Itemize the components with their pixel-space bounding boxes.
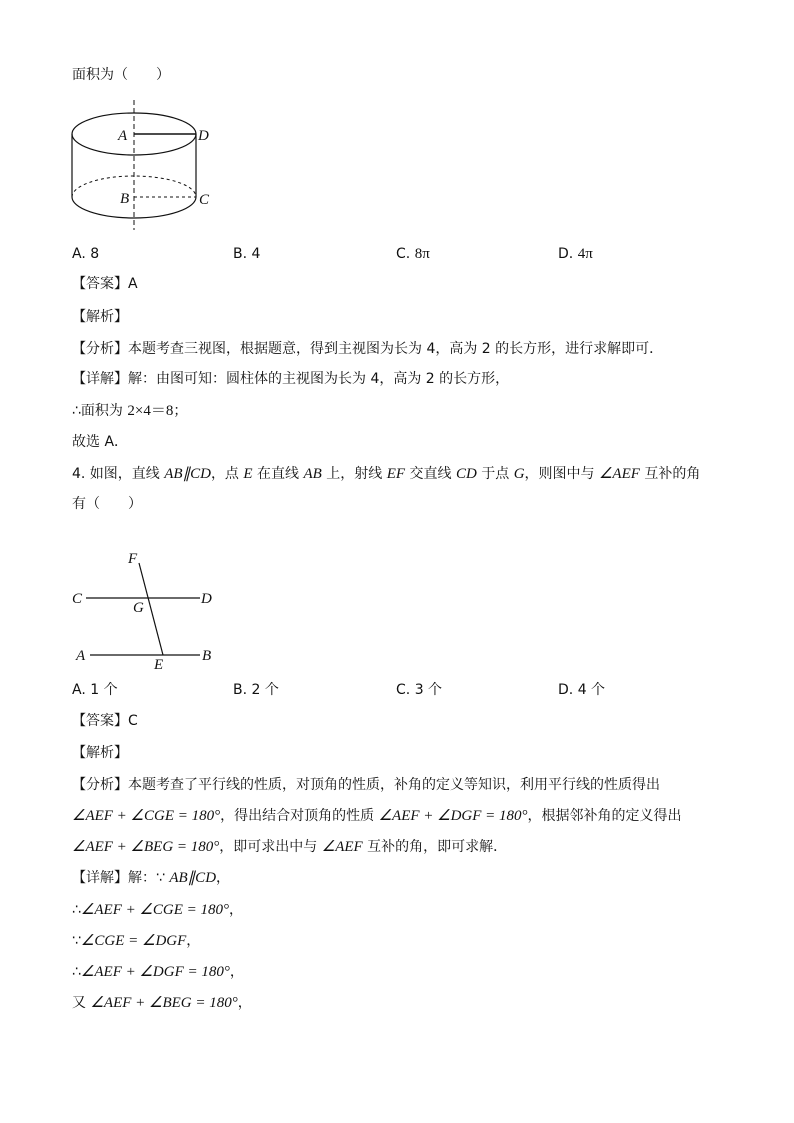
q4-question-line1: 4. 如图，直线 AB∥CD，点 E 在直线 AB 上，射线 EF 交直线 CD 于点 G，则图中与 ∠AEF 互补的角 xyxy=(72,466,701,482)
q3-step1: ∴面积为 2×4＝8； xyxy=(72,403,188,419)
q3-option-a[interactable]: A. 8 xyxy=(72,246,100,262)
label-C: C xyxy=(72,591,83,607)
q3-question-tail: 面积为（ ） xyxy=(72,67,170,83)
q4-answer: 【答案】C xyxy=(72,713,138,729)
label-A: A xyxy=(76,648,86,664)
label-F: F xyxy=(128,551,138,567)
q4-step1: ∴∠AEF + ∠CGE = 180°， xyxy=(72,902,244,918)
label-C: C xyxy=(199,192,210,208)
label-E: E xyxy=(154,657,164,673)
q3-detail: 【详解】解：由图可知：圆柱体的主视图为长为 4，高为 2 的长方形， xyxy=(72,371,510,387)
q3-fenxi: 【分析】本题考查三视图，根据题意，得到主视图为长为 4，高为 2 的长方形，进行求解即可． xyxy=(72,341,664,357)
label-G: G xyxy=(133,600,144,616)
q4-step4: 又 ∠AEF + ∠BEG = 180°， xyxy=(72,995,252,1011)
q4-detail: 【详解】解：∵ AB∥CD， xyxy=(72,870,231,886)
q4-step2: ∵∠CGE = ∠DGF， xyxy=(72,933,201,949)
q4-fenxi: 【分析】本题考查了平行线的性质，对顶角的性质，补角的定义等知识，利用平行线的性质得出 xyxy=(72,777,660,793)
label-A: A xyxy=(118,128,128,144)
q4-option-c[interactable]: C. 3 个 xyxy=(396,682,443,698)
label-D: D xyxy=(201,591,212,607)
q3-option-c[interactable]: C. 8π xyxy=(396,246,430,262)
q4-fenxi-line3: ∠AEF + ∠BEG = 180°，即可求出中与 ∠AEF 互补的角，即可求解． xyxy=(72,839,508,855)
q3-conclusion: 故选 A． xyxy=(72,434,129,450)
q4-option-a[interactable]: A. 1 个 xyxy=(72,682,118,698)
label-D: D xyxy=(198,128,209,144)
label-B: B xyxy=(202,648,212,664)
q4-option-d[interactable]: D. 4 个 xyxy=(558,682,606,698)
q4-fenxi-line2: ∠AEF + ∠CGE = 180°，得出结合对顶角的性质 ∠AEF + ∠DGF = 180°，根据邻补角的定义得出 xyxy=(72,808,682,824)
label-B: B xyxy=(120,191,130,207)
q3-option-d[interactable]: D. 4π xyxy=(558,246,593,262)
q4-analysis-heading: 【解析】 xyxy=(72,745,128,761)
q4-question-line2: 有（ ） xyxy=(72,496,142,512)
cylinder-bottom-back-arc xyxy=(72,176,196,197)
q3-option-b[interactable]: B. 4 xyxy=(233,246,261,262)
q3-answer: 【答案】A xyxy=(72,276,138,292)
q4-option-b[interactable]: B. 2 个 xyxy=(233,682,279,698)
cylinder-figure xyxy=(60,100,240,235)
q4-step3: ∴∠AEF + ∠DGF = 180°， xyxy=(72,964,244,980)
q3-analysis-heading: 【解析】 xyxy=(72,309,128,325)
parallel-lines-figure xyxy=(66,545,226,675)
